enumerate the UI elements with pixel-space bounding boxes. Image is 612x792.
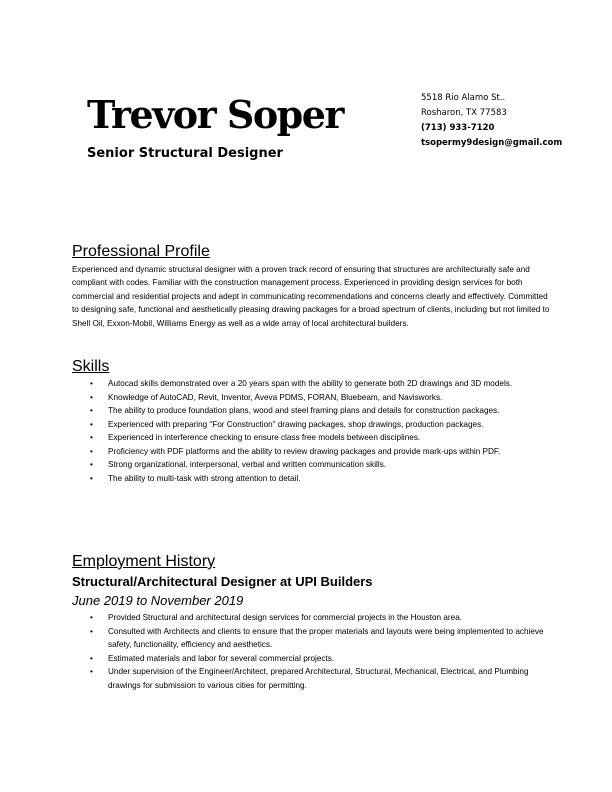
- address-city: Rosharon, TX 77583: [421, 108, 507, 118]
- employment-heading: Employment History: [72, 553, 216, 570]
- skill-item: • Strong organizational, interpersonal, verbal and written communication skills.: [72, 458, 552, 471]
- contact-block: [421, 91, 562, 151]
- skill-item: • Experienced with preparing “For Construction” drawing packages, shop drawings, production packages.: [72, 418, 552, 431]
- profile-heading: Professional Profile: [72, 243, 210, 260]
- phone-number: (713) 933-7120: [421, 123, 495, 133]
- job-duties-list: [72, 611, 552, 693]
- skill-item: • Knowledge of AutoCAD, Revit, Inventor, Aveva PDMS, FORAN, Bluebeam, and Navisworks.: [72, 391, 552, 404]
- skill-item: • Proficiency with PDF platforms and the ability to review drawing packages and provide mark-ups within PDF.: [72, 445, 552, 458]
- profile-text: Experienced and dynamic structural designer with a proven track record of ensuring that structures are architecturally safe and compliant with codes. Familiar with the construction management process. Experienced in providing design services for both commercial and residential projects and adept in communicating recommendations and concerns clearly and effectively. Committed to designing safe, functional and aesthetically pleasing drawing packages for a broad spectrum of clients, including but not limited to Shell Oil, Exxon-Mobil, Williams Energy as well as a wide array of local architectural builders.: [72, 265, 550, 328]
- skill-item: • Experienced in interference checking to ensure class free models between disciplines.: [72, 431, 552, 444]
- address-street: 5518 Rio Alamo St..: [421, 93, 506, 103]
- skill-item: • Autocad skills demonstrated over a 20 years span with the ability to generate both 2D drawings and 3D models.: [72, 377, 552, 390]
- email-address[interactable]: tsopermy9design@gmail.com: [421, 138, 563, 148]
- skills-list: [72, 377, 552, 485]
- job-duty-item: • Under supervision of the Engineer/Architect, prepared Architectural, Structural, Mechanical, Electrical, and Plumbing drawings for submission to various cities for permitting.: [72, 665, 552, 692]
- job-duty-item: • Estimated materials and labor for several commercial projects.: [72, 652, 552, 666]
- job-duty-item: • Provided Structural and architectural design services for commercial projects in the Houston area.: [72, 611, 552, 625]
- job-dates: June 2019 to November 2019: [72, 593, 244, 608]
- skill-item: • The ability to produce foundation plans, wood and steel framing plans and details for construction packages.: [72, 404, 552, 417]
- skills-heading: Skills: [72, 358, 110, 375]
- skill-item: • The ability to multi-task with strong attention to detail.: [72, 472, 552, 485]
- candidate-name: Trevor Soper: [87, 92, 343, 137]
- job-title-heading: Senior Structural Designer: [87, 146, 283, 161]
- job-position-title: Structural/Architectural Designer at UPI Builders: [72, 574, 373, 589]
- job-duty-item: • Consulted with Architects and clients to ensure that the proper materials and layouts were being implemented to achieve safety, functionality, efficiency and aesthetics.: [72, 625, 552, 652]
